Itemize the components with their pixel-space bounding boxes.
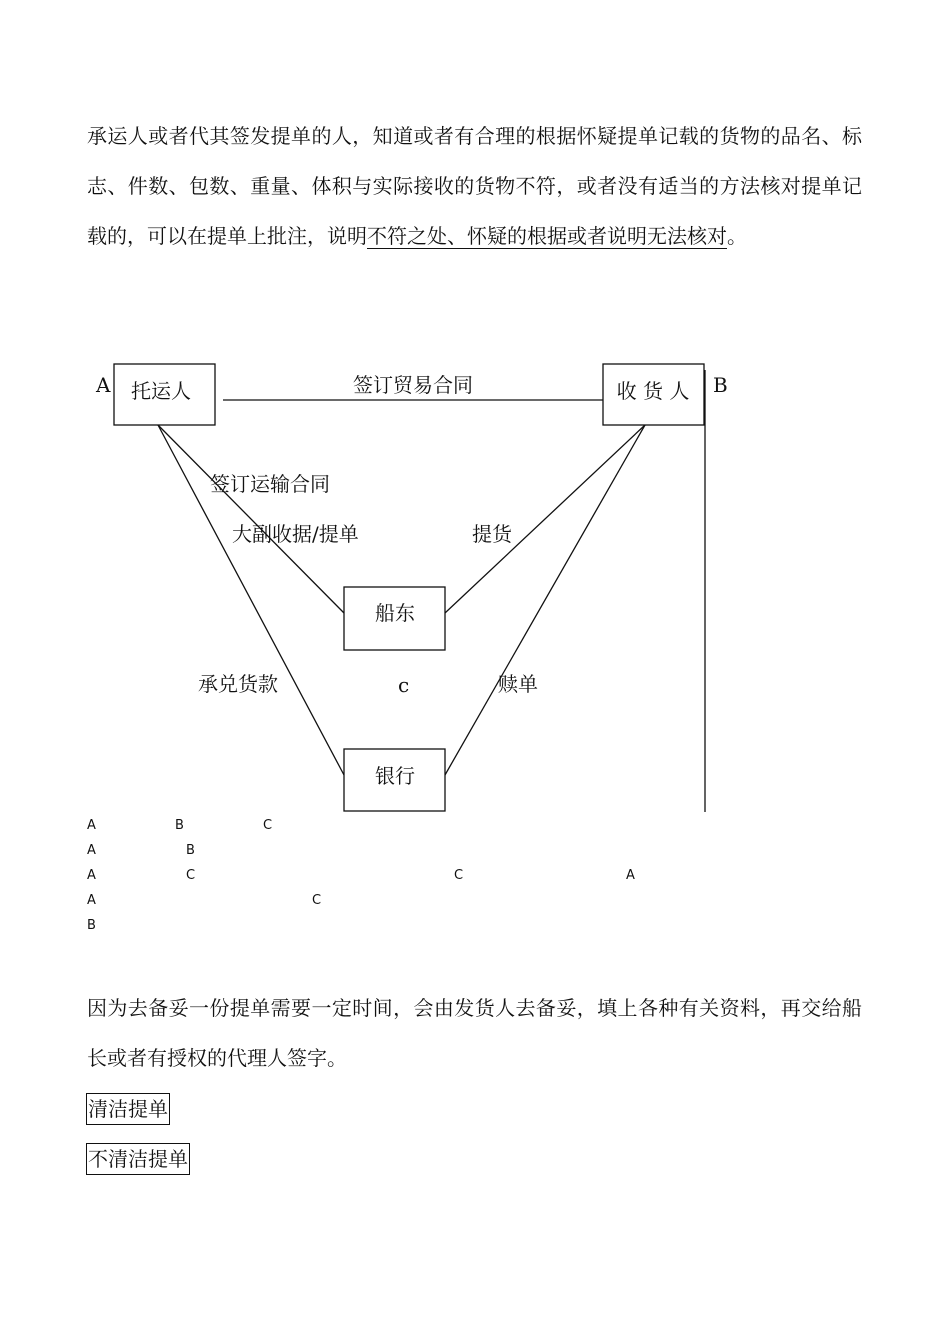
abc-letter: C <box>312 893 322 908</box>
abc-row-1 <box>0 814 950 839</box>
abc-letter: B <box>87 918 96 933</box>
receipt-bl-label: 大副收据/提单 <box>232 522 359 546</box>
abc-letter: C <box>454 868 464 883</box>
abc-letter: C <box>186 868 196 883</box>
abc-row-5 <box>0 914 950 939</box>
abc-row-4 <box>0 889 950 914</box>
label-c: c <box>398 673 410 697</box>
bank-label: 银行 <box>375 764 415 788</box>
shipper-label: 托运人 <box>131 379 191 403</box>
paragraph-text: 承运人或者代其签发提单的人，知道或者有合理的根据怀疑提单记载的货物的品名、标志、件数、包数、重量、体积与实际接收的货物不符，或者没有适当的方法核对提单记载的，可以在提单上批注，说明 <box>87 124 862 248</box>
abc-letter: B <box>186 843 195 858</box>
abc-letter: A <box>626 868 635 883</box>
abc-letter: A <box>87 893 96 908</box>
carrier-label: 船东 <box>375 601 415 625</box>
trade-contract-label: 签订贸易合同 <box>353 373 473 397</box>
abc-row-2 <box>0 839 950 864</box>
paragraph-end: 。 <box>727 224 747 248</box>
redeem-label: 赎单 <box>498 672 538 696</box>
transport-contract-label: 签订运输合同 <box>210 472 330 496</box>
paragraph-bl-preparation: 因为去备妥一份提单需要一定时间，会由发货人去备妥，填上各种有关资料，再交给船长或者有授权的代理人签字。 <box>87 996 862 1070</box>
line-consignee-bank <box>445 425 645 775</box>
abc-letter: A <box>87 843 96 858</box>
abc-row-3 <box>0 864 950 889</box>
abc-letter: A <box>87 818 96 833</box>
accept-payment-label: 承兑货款 <box>198 672 278 696</box>
label-a: A <box>96 373 111 397</box>
abc-letter: A <box>87 868 96 883</box>
abc-letter: B <box>175 818 184 833</box>
pickup-label: 提货 <box>472 522 512 546</box>
clean-bl-box: 清洁提单 <box>86 1093 170 1125</box>
unclean-bl-box: 不清洁提单 <box>86 1143 190 1175</box>
label-b: B <box>713 373 728 397</box>
line-consignee-carrier <box>445 425 645 613</box>
underlined-text: 不符之处、怀疑的根据或者说明无法核对 <box>367 224 727 248</box>
line-shipper-carrier <box>158 425 344 613</box>
consignee-label: 收 货 人 <box>616 379 690 403</box>
abc-letter: C <box>263 818 273 833</box>
